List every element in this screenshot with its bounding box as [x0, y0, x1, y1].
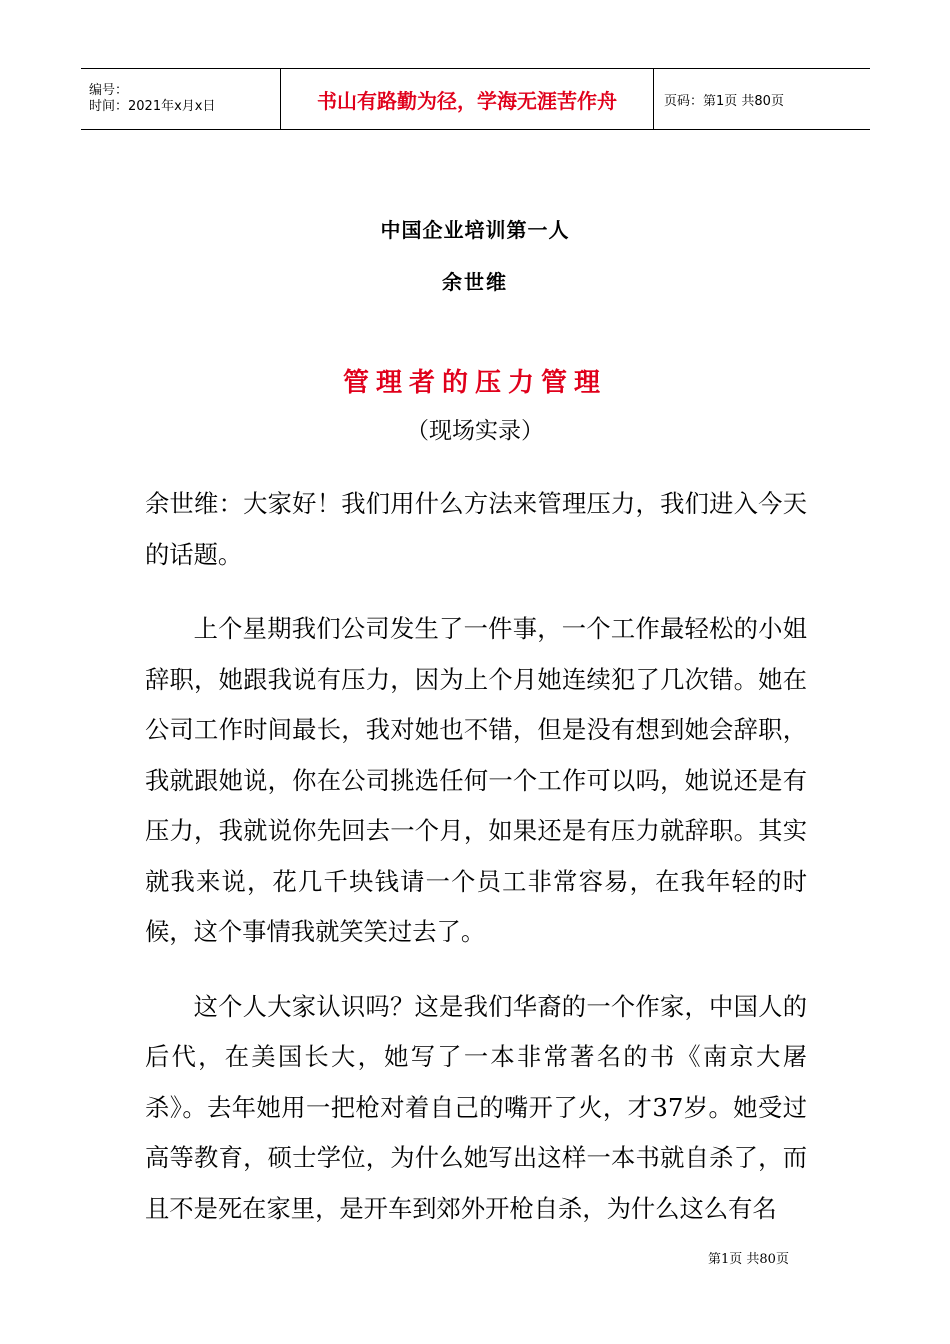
- header-motto-cell: [281, 69, 654, 129]
- header-page-info: 页码：第1页 共80页: [664, 93, 784, 109]
- header-motto: 书山有路勤为径，学海无涯苦作舟: [317, 88, 617, 113]
- paragraph: 这个人大家认识吗？这是我们华裔的一个作家，中国人的后代，在美国长大，她写了一本非常著名的书《南京大屠杀》。去年她用一把枪对着自己的嘴开了火，才37岁。她受过高等教育，硕士学位，为什么她写出这样一本书就自杀了，而且不是死在家里，是开车到郊外开枪自杀，为什么这么有名: [145, 991, 807, 1223]
- document-title: 管理者的压力管理: [342, 368, 607, 398]
- page-footer: 第1页 共80页: [708, 1252, 789, 1267]
- page-header: [81, 68, 870, 130]
- header-meta: [81, 69, 281, 129]
- body-text: [145, 479, 807, 1258]
- date-label: 时间：2021年x月x日: [89, 99, 216, 114]
- organization-title: 中国企业培训第一人: [380, 218, 570, 242]
- number-label: 编号：: [89, 83, 129, 98]
- paragraph: 余世维：大家好！我们用什么方法来管理压力，我们进入今天的话题。: [145, 489, 807, 569]
- paragraph: 上个星期我们公司发生了一件事，一个工作最轻松的小姐辞职，她跟我说有压力，因为上个月她连续犯了几次错。她在公司工作时间最长，我对她也不错，但是没有想到她会辞职，我就跟她说，你在公司挑选任何一个工作可以吗，她说还是有压力，我就说你先回去一个月，如果还是有压力就辞职。其实就我来说，花几千块钱请一个员工非常容易，在我年轻的时候，这个事情我就笑笑过去了。: [145, 614, 807, 946]
- document-subtitle: （现场实录）: [406, 418, 544, 444]
- author-name: 余世维: [442, 270, 508, 294]
